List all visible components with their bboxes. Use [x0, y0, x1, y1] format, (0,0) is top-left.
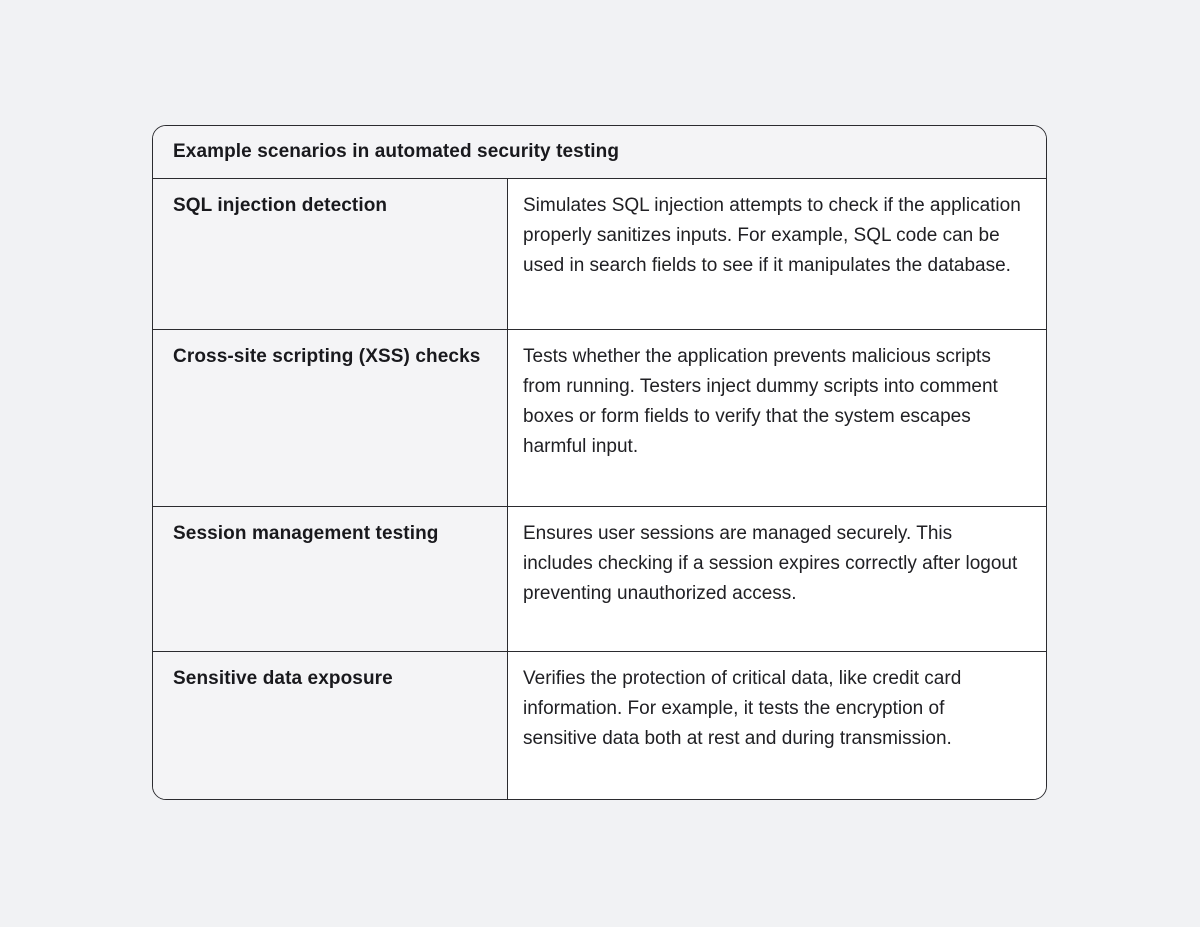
row-description-sensitive-data: Verifies the protection of critical data, like credit card information. For example, it tests the encryption of sensitive data both at rest and during transmission. [508, 652, 1046, 800]
row-label-sql-injection: SQL injection detection [153, 179, 508, 329]
table-row [153, 506, 1046, 651]
security-testing-table [152, 125, 1047, 800]
row-description-xss-checks: Tests whether the application prevents malicious scripts from running. Testers inject dummy scripts into comment boxes or form fields to verify that the system escapes harmful input. [508, 330, 1046, 506]
row-label-session-management: Session management testing [153, 507, 508, 651]
table-title: Example scenarios in automated security testing [153, 126, 1046, 179]
row-description-sql-injection: Simulates SQL injection attempts to check if the application properly sanitizes inputs. For example, SQL code can be used in search fields to see if it manipulates the database. [508, 179, 1046, 329]
row-label-sensitive-data: Sensitive data exposure [153, 652, 508, 800]
table-row [153, 651, 1046, 800]
row-label-xss-checks: Cross-site scripting (XSS) checks [153, 330, 508, 506]
table-row [153, 179, 1046, 329]
row-description-session-management: Ensures user sessions are managed securely. This includes checking if a session expires correctly after logout preventing unauthorized access. [508, 507, 1046, 651]
table-row [153, 329, 1046, 506]
